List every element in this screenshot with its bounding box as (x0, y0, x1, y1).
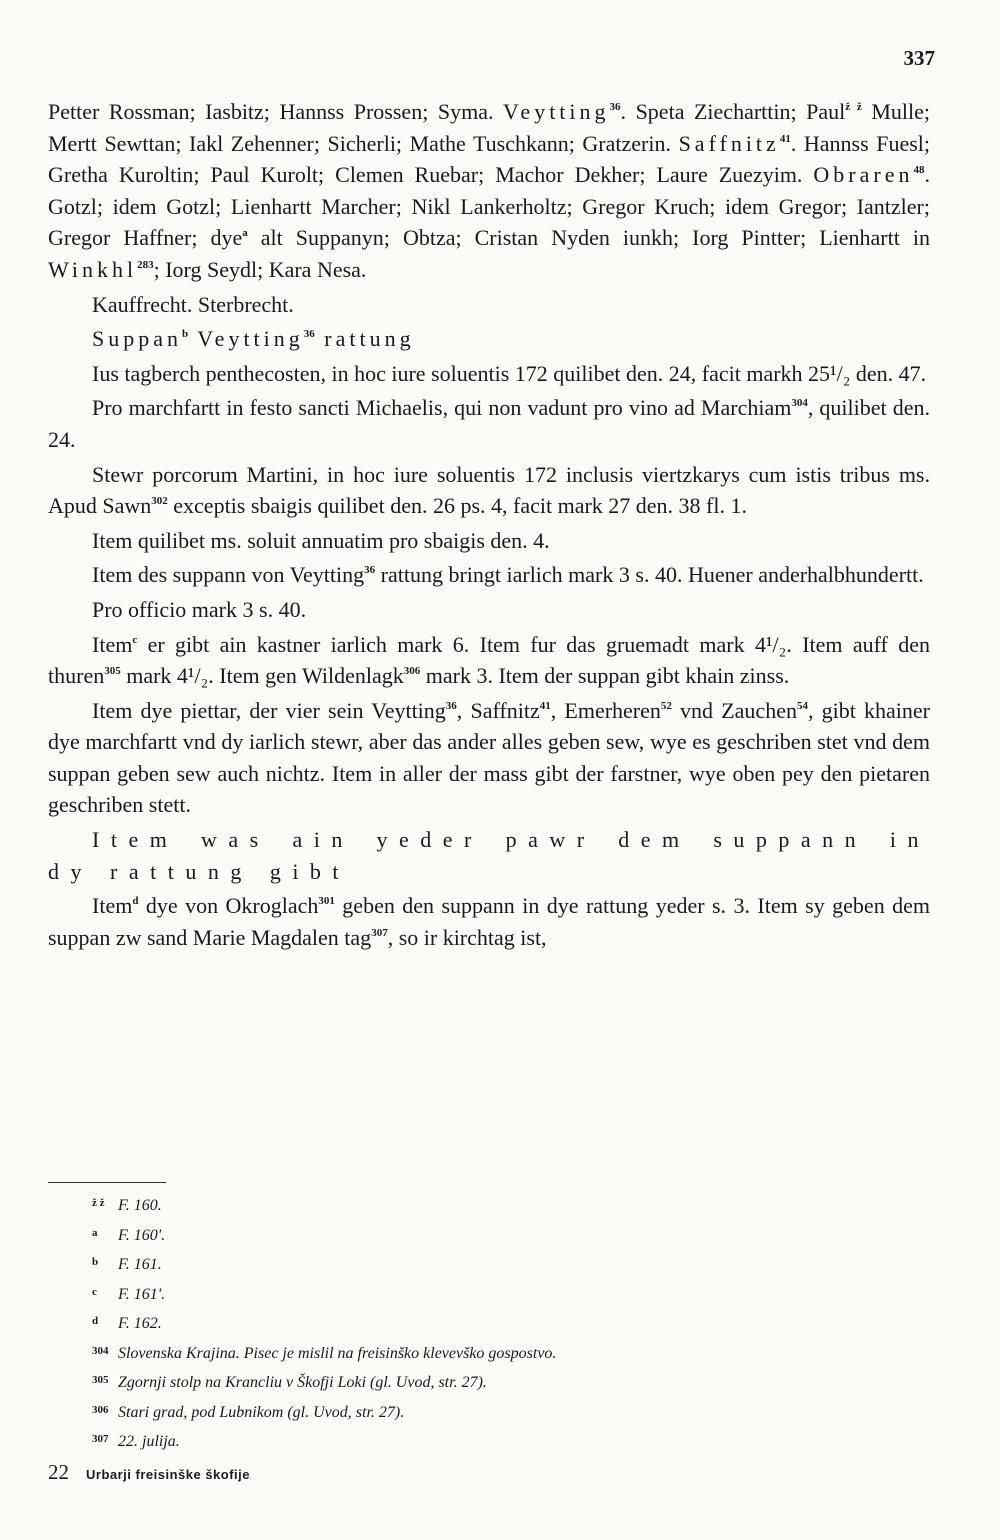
paragraph-8: Pro officio mark 3 s. 40. (92, 596, 307, 622)
paragraph-11: Item$^d$ dye von Okroglach$^{301}$ geben den suppann in dye rattung yeder s. 3. Item sy geben dem suppan zw sand Marie Magdalen tag$^{307}$, so ir kirchtag ist, (48, 893, 930, 950)
footnote-ref: b (182, 328, 189, 341)
signature-number: 22 (48, 1460, 69, 1484)
footnote-ref: 36 (445, 699, 457, 712)
footnote-text: F. 160'. (118, 1226, 166, 1244)
footnote-item (92, 1367, 932, 1397)
footnote-ref: 41 (539, 699, 551, 712)
section-heading-1: Suppan$^b$ Veytting$^{36}$ rattung (92, 326, 415, 352)
footnote-mark: 305 (92, 1374, 109, 1386)
footnote-ref: 36 (609, 101, 621, 113)
paragraph-6: Item quilibet ms. soluit annuatim pro sbaigis den. 4. (92, 527, 550, 553)
main-text (48, 96, 930, 953)
footnote-ref: 305 (104, 665, 121, 678)
footnote-item (92, 1397, 932, 1427)
footnote-mark: d (92, 1315, 99, 1327)
footnote-ref: 301 (318, 895, 335, 908)
footnote-mark: c (92, 1285, 97, 1298)
footnote-mark: 306 (92, 1403, 109, 1416)
footnote-mark: b (92, 1256, 99, 1268)
footnote-item (92, 1249, 932, 1279)
footnote-text: F. 161'. (118, 1285, 166, 1303)
paragraph-3: Ius tagberch penthecosten, in hoc iure soluentis 172 quilibet den. 24, facit markh 25¹/₂ den. 47. (92, 360, 927, 386)
footnote-ref: 52 (660, 699, 672, 712)
book-title: Urbarji freisinške škofije (86, 1467, 251, 1482)
page-number: 337 (903, 46, 935, 70)
footnote-item (92, 1279, 932, 1309)
footnote-ref: c (132, 633, 138, 646)
footnote-ref: 36 (364, 564, 376, 577)
footnote-ref: 41 (779, 132, 791, 145)
footnote-text: F. 161. (118, 1256, 162, 1273)
footnote-ref: 302 (151, 495, 168, 508)
footnote-ref: 54 (796, 699, 808, 712)
footnote-mark: 307 (92, 1433, 109, 1445)
footnotes (92, 1190, 932, 1456)
footnote-ref: 306 (403, 665, 421, 678)
place-veytting: Veytting (502, 99, 610, 124)
footnote-text: Zgornji stolp na Krancliu v Škofji Loki (gl. Uvod, str. 27). (118, 1374, 487, 1391)
paragraph-4: Pro marchfartt in festo sancti Michaelis, qui non vadunt pro vino ad Marchiam$^{304}$, quilibet den. 24. (48, 395, 930, 452)
footnote-mark: 304 (92, 1344, 109, 1357)
footnote-ref: 304 (791, 397, 808, 410)
footnote-ref: ž ž (845, 101, 862, 113)
footnote-item (92, 1190, 932, 1220)
paragraph-9: Item$^c$ er gibt ain kastner iarlich mark 6. Item fur das gruemadt mark 4¹/₂. Item auff den thuren$^{305}$ mark 4¹/₂. Item gen Wildenlagk$^{306}$ mark 3. Item der suppan gibt khain zinss. (48, 631, 930, 689)
footnote-mark: a (92, 1226, 98, 1239)
footnote-ref: 307 (371, 926, 388, 939)
footnote-ref: 36 (303, 328, 315, 341)
page-footer (48, 1460, 548, 1485)
footnote-item (92, 1220, 932, 1250)
footnote-ref: d (132, 895, 139, 908)
footnote-ref: a (242, 227, 248, 240)
place-obraren: Obraren (813, 162, 914, 188)
section-heading-2: Item was ain yeder pawr dem suppann in dy rattung gibt (48, 827, 930, 884)
footnote-item (92, 1426, 932, 1456)
paragraph-1: Petter Rossman; Iasbitz; Hannss Prossen; Syma. Veytting$^{36}$. Speta Ziecharttin; Paul$^{ž ž}$ Mulle; Mertt Sewttan; Iakl Zehenner; Sicherli; Mathe Tuschkann; Gratzerin. Saffnitz$^{41}$. Hannss Fuesl; Gretha Kuroltin; Paul Kurolt; Clemen Ruebar; Machor Dekher; Laure Zuezyim. Obraren$^{48}$. Gotzl; idem Gotzl; Lienhartt Marcher; Nikl Lankerholtz; Gregor Kruch; idem Gregor; Iantzler; Gregor Haffner; dye$^a$ alt Suppanyn; Obtza; Cristan Nyden iunkh; Iorg Pintter; Lienhartt in Winkhl$^{283}$; Iorg Seydl; Kara Nesa. (48, 99, 931, 282)
paragraph-5: Stewr porcorum Martini, in hoc iure soluentis 172 inclusis viertzkarys cum istis tribus ms. Apud Sawn$^{302}$ exceptis sbaigis quilibet den. 26 ps. 4, facit mark 27 den. 38 fl. 1. (48, 461, 930, 519)
footnote-ref: 48 (913, 164, 925, 177)
footnote-text: Slovenska Krajina. Pisec je mislil na freisinško klevevško gospostvo. (118, 1344, 557, 1362)
paragraph-2: Kauffrecht. Sterbrecht. (92, 291, 294, 317)
footnote-text: 22. julija. (118, 1433, 180, 1450)
footnote-mark: ž ž (92, 1197, 105, 1209)
footnote-item (92, 1338, 932, 1368)
footnote-text: F. 160. (118, 1197, 162, 1214)
footnote-ref: 283 (137, 258, 154, 271)
footnote-item (92, 1308, 932, 1338)
footnote-text: Stari grad, pod Lubnikom (gl. Uvod, str. 27). (118, 1403, 405, 1421)
footnote-text: F. 162. (118, 1315, 162, 1332)
paragraph-10: Item dye piettar, der vier sein Veytting$^{36}$, Saffnitz$^{41}$, Emerheren$^{52}$ vnd Zauchen$^{54}$, gibt khainer dye marchfartt vnd dy iarlich stewr, aber das ander alles geben sew, wye es geschriben stet vnd dem suppan geben sew auch nichtz. Item in aller der mass gibt der farstner, wye oben pey den pietaren geschriben stett. (48, 697, 930, 818)
paragraph-7: Item des suppann von Veytting$^{36}$ rattung bringt iarlich mark 3 s. 40. Huener anderhalbhundertt. (92, 562, 924, 588)
place-saffnitz: Saffnitz (678, 130, 780, 156)
footnote-divider (48, 1182, 166, 1183)
place-winkhl: Winkhl (48, 256, 138, 282)
